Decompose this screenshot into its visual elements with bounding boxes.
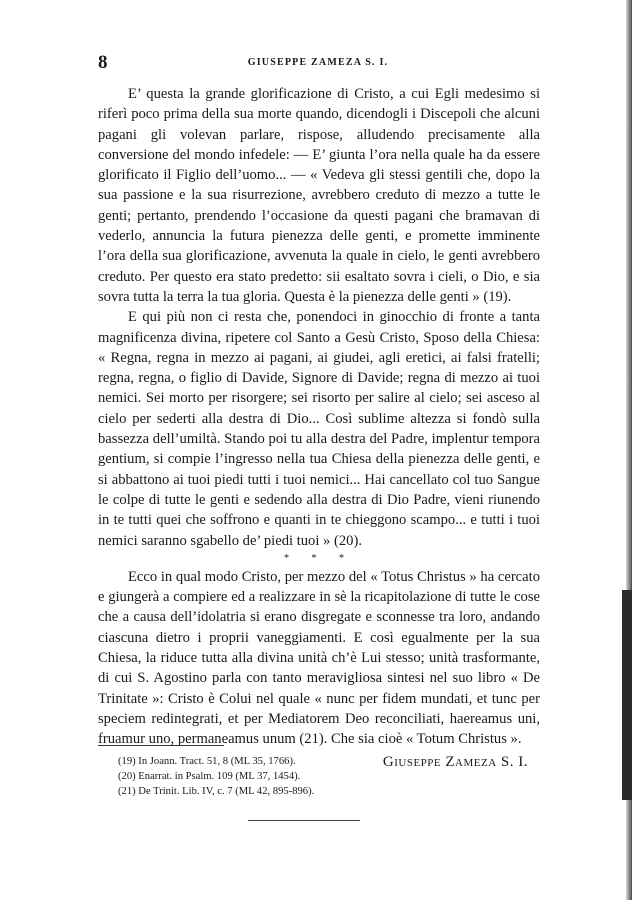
page-header (98, 52, 538, 76)
body-text (98, 84, 540, 772)
paragraph-1: E’ questa la grande glorificazione di Cristo, a cui Egli medesimo si riferì poco prima della sua morte quando, dicendogli i Discepoli che alcuni pagani gli volevan parlare, rispose, alludendo precisamente alla conversione del mondo infedele: — E’ giunta l’ora nella quale ha da essere glorificato il Figlio dell’uomo... — « Vedeva gli stessi gentili che, dopo la sua passione e la sua risurrezione, avrebbero creduto di mezzo a tutte le genti; pertanto, prendendo l’occasione da questi pagani che bramavan di vederlo, annuncia la futura pienezza delle genti, e promette imminente l’ora della sua glorificazione, avvenuta la quale in cielo, le genti avrebbero creduto. Per questo era stato predetto: sii esaltato sovra i cieli, o Dio, e sia sovra tutta la terra la tua gloria. Questa è la pienezza delle genti » (19). (98, 86, 540, 305)
paragraph-2: E qui più non ci resta che, ponendoci in ginocchio di fronte a tanta magnificenza divina, ripetere col Santo a Gesù Cristo, Sposo della Chiesa: « Regna, regna in mezzo ai pagani, ai giudei, agli eretici, ai falsi fratelli; regna, regna, o figlio di Davide, Signore di Davide; regna di mezzo ai tuoi nemici. Sei morto per risorgere; sei risorto per salire al cielo; sei asceso al cielo per sederti alla destra di Dio... Così sublime altezza si fondò sulla bassezza dell’umiltà. Stando poi tu alla destra del Padre, implentur tempora gentium, si compie l’ingresso nella tua Chiesa della pienezza delle genti, e si abbattono ai tuoi piedi tutti i tuoi nemici... Hai cancellato col tuo Sangue le colpe di tutte le genti e sedendo alla destra di Dio Padre, vieni riunendo in te tutti quei che soffrono e quanti in te chieggono scampo... e tutti i tuoi nemici saranno sgabello de’ piedi tuoi » (20). (98, 309, 540, 549)
running-head: GIUSEPPE ZAMEZA S. I. (247, 57, 389, 68)
footnotes (118, 754, 518, 799)
author-signature: Giuseppe Zameza S. I. (382, 753, 528, 770)
paragraph-3: Ecco in qual modo Cristo, per mezzo del « Totus Christus » ha cercato e giungerà a compiere ed a realizzare in sè la ricapitolazione di tutte le cose che a causa dell’idolatria si erano disgregate e sconnesse tra loro, andando ciascuna dietro i proprii vaneggiamenti. E così egualmente per la sua Chiesa, la riduce tutta alla divina unità ch’è Lui stesso; unità trasformante, di cui S. Agostino parla con tanto meravigliosa sintesi nel suo libro « De Trinitate »: Cristo è Colui nel quale « nunc per fidem mundati, et tunc per speciem redintegrati, et per Mediatorem Deo reconciliati, haereamus uni, fruamur uno, permaneamus unum (21). Che sia cioè « Totum Christus ». (98, 568, 540, 748)
footnote-19: (19) In Joann. Tract. 51, 8 (ML 35, 1766). (118, 756, 296, 767)
footnote-rule (98, 745, 224, 746)
scan-edge-dark (622, 590, 632, 800)
section-separator: * * * (284, 552, 354, 564)
footnote-20: (20) Enarrat. in Psalm. 109 (ML 37, 1454). (118, 771, 301, 782)
end-rule (248, 820, 360, 821)
page-number: 8 (98, 52, 108, 73)
footnote-21: (21) De Trinit. Lib. IV, c. 7 (ML 42, 895-896). (118, 786, 315, 797)
